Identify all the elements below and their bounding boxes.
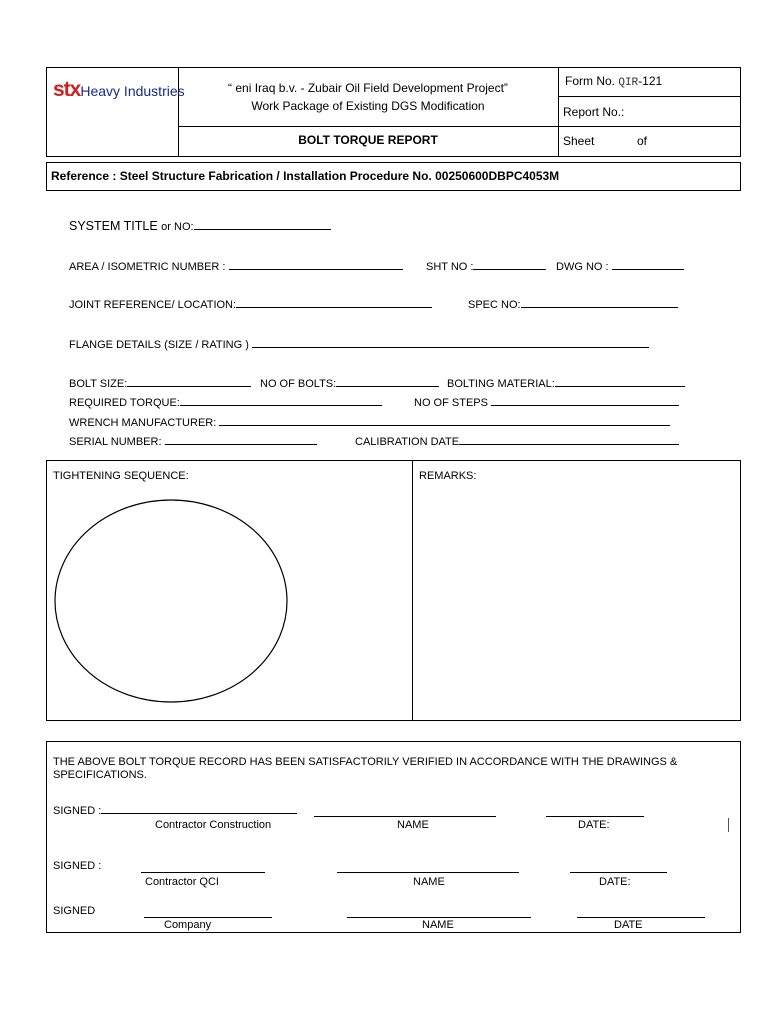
name-label: NAME [397, 819, 429, 831]
company-label: Company [164, 919, 212, 931]
statement-line1: THE ABOVE BOLT TORQUE RECORD HAS BEEN SATISFACTORILY VERIFIED IN ACCORDANCE WITH THE DRAWINGS & [53, 756, 678, 768]
dwg-no-line[interactable] [612, 260, 684, 270]
form-no-label: Form No. [565, 74, 616, 88]
tightening-sequence-label: TIGHTENING SEQUENCE: [53, 470, 189, 482]
reference-box [46, 162, 741, 191]
joint-field [69, 298, 432, 311]
name-line[interactable] [314, 807, 496, 817]
no-of-steps-label: NO OF STEPS [414, 397, 488, 409]
sheet-label: Sheet [563, 134, 595, 148]
calibration-label: CALIBRATION DATE [355, 436, 460, 448]
no-of-steps-field [414, 396, 679, 409]
serial-line[interactable] [165, 435, 317, 445]
no-of-bolts-field [260, 377, 439, 390]
serial-field [69, 435, 317, 448]
no-of-steps-line[interactable] [491, 396, 679, 406]
area-field [69, 260, 403, 273]
signed-label: SIGNED : [53, 805, 102, 817]
joint-label: JOINT REFERENCE/ LOCATION: [69, 299, 237, 311]
logo-mark: stx [53, 78, 81, 101]
flange-field [69, 338, 649, 351]
sht-no-line[interactable] [473, 260, 546, 270]
wrench-field [69, 416, 670, 429]
remarks-area[interactable] [419, 491, 734, 713]
required-torque-label: REQUIRED TORQUE: [69, 397, 180, 409]
wrench-label: WRENCH MANUFACTURER: [69, 417, 217, 429]
form-no-code: QIR [618, 77, 639, 89]
signed-construction [53, 804, 297, 817]
form-no-num: -121 [638, 74, 663, 88]
date-line[interactable] [570, 863, 667, 873]
date-line[interactable] [546, 807, 644, 817]
bolting-material-line[interactable] [555, 377, 685, 387]
bolt-size-label: BOLT SIZE: [69, 378, 128, 390]
system-title-line[interactable] [194, 220, 331, 230]
of-label: of [637, 134, 648, 148]
name-line[interactable] [347, 908, 531, 918]
project-line1: “ eni Iraq b.v. - Zubair Oil Field Development Project” [228, 81, 508, 95]
name-label: NAME [422, 919, 454, 931]
divider [558, 96, 740, 97]
bolt-size-field [69, 377, 251, 390]
signature-line[interactable] [141, 863, 265, 873]
sequence-remarks-box [46, 460, 741, 721]
verification-statement [53, 756, 677, 782]
date-label: DATE: [578, 819, 610, 831]
signature-line[interactable] [101, 804, 297, 814]
header-table [46, 67, 741, 157]
sht-no-field [426, 260, 546, 273]
spec-no-field [468, 298, 678, 311]
report-title: BOLT TORQUE REPORT [298, 133, 438, 147]
system-title-label: SYSTEM TITLE [69, 219, 158, 233]
logo-text: Heavy Industries [80, 83, 185, 99]
name-line[interactable] [337, 863, 519, 873]
contractor-qci-label: Contractor QCI [145, 876, 219, 888]
spec-no-label: SPEC NO: [468, 299, 521, 311]
reference-text: Reference : Steel Structure Fabrication / Installation Procedure No. 00250600DBPC4053M [51, 169, 560, 183]
spec-no-line[interactable] [521, 298, 678, 308]
form-number [565, 74, 662, 89]
divider [412, 461, 413, 720]
area-label: AREA / ISOMETRIC NUMBER : [69, 261, 226, 273]
divider [178, 126, 740, 127]
dwg-no-field [556, 260, 684, 273]
flange-line[interactable] [252, 338, 649, 348]
verification-box [46, 741, 741, 933]
bolting-material-field [447, 377, 685, 390]
no-of-bolts-line[interactable] [336, 377, 439, 387]
bolt-circle-diagram [53, 498, 289, 704]
statement-line2: SPECIFICATIONS. [53, 769, 147, 781]
signed-qci: SIGNED : [53, 860, 102, 872]
serial-label: SERIAL NUMBER: [69, 436, 162, 448]
contractor-construction-label: Contractor Construction [155, 819, 272, 831]
bolting-material-label: BOLTING MATERIAL: [447, 378, 555, 390]
wrench-line[interactable] [219, 416, 670, 426]
project-description [178, 79, 558, 115]
area-line[interactable] [229, 260, 403, 270]
signature-line[interactable] [144, 908, 272, 918]
no-of-bolts-label: NO OF BOLTS: [260, 378, 337, 390]
required-torque-field [69, 396, 382, 409]
signed-company: SIGNED [53, 905, 96, 917]
date-label: DATE: [599, 876, 631, 888]
joint-line[interactable] [236, 298, 432, 308]
system-title-or-label: or NO: [161, 221, 194, 233]
date-label: DATE [614, 919, 643, 931]
calibration-line[interactable] [459, 435, 679, 445]
bolt-size-line[interactable] [127, 377, 251, 387]
name-label: NAME [413, 876, 445, 888]
sht-no-label: SHT NO : [426, 261, 474, 273]
report-number: Report No.: [563, 105, 625, 119]
flange-label: FLANGE DETAILS (SIZE / RATING ) [69, 339, 249, 351]
dwg-no-label: DWG NO : [556, 261, 609, 273]
remarks-label: REMARKS: [419, 470, 477, 482]
project-line2: Work Package of Existing DGS Modification [251, 99, 485, 113]
date-line[interactable] [577, 908, 705, 918]
company-logo [53, 78, 185, 102]
calibration-field [355, 435, 679, 448]
flange-circle [55, 500, 287, 702]
system-title-field [69, 219, 331, 233]
required-torque-line[interactable] [180, 396, 382, 406]
divider [558, 68, 559, 156]
text-cursor [728, 818, 729, 832]
